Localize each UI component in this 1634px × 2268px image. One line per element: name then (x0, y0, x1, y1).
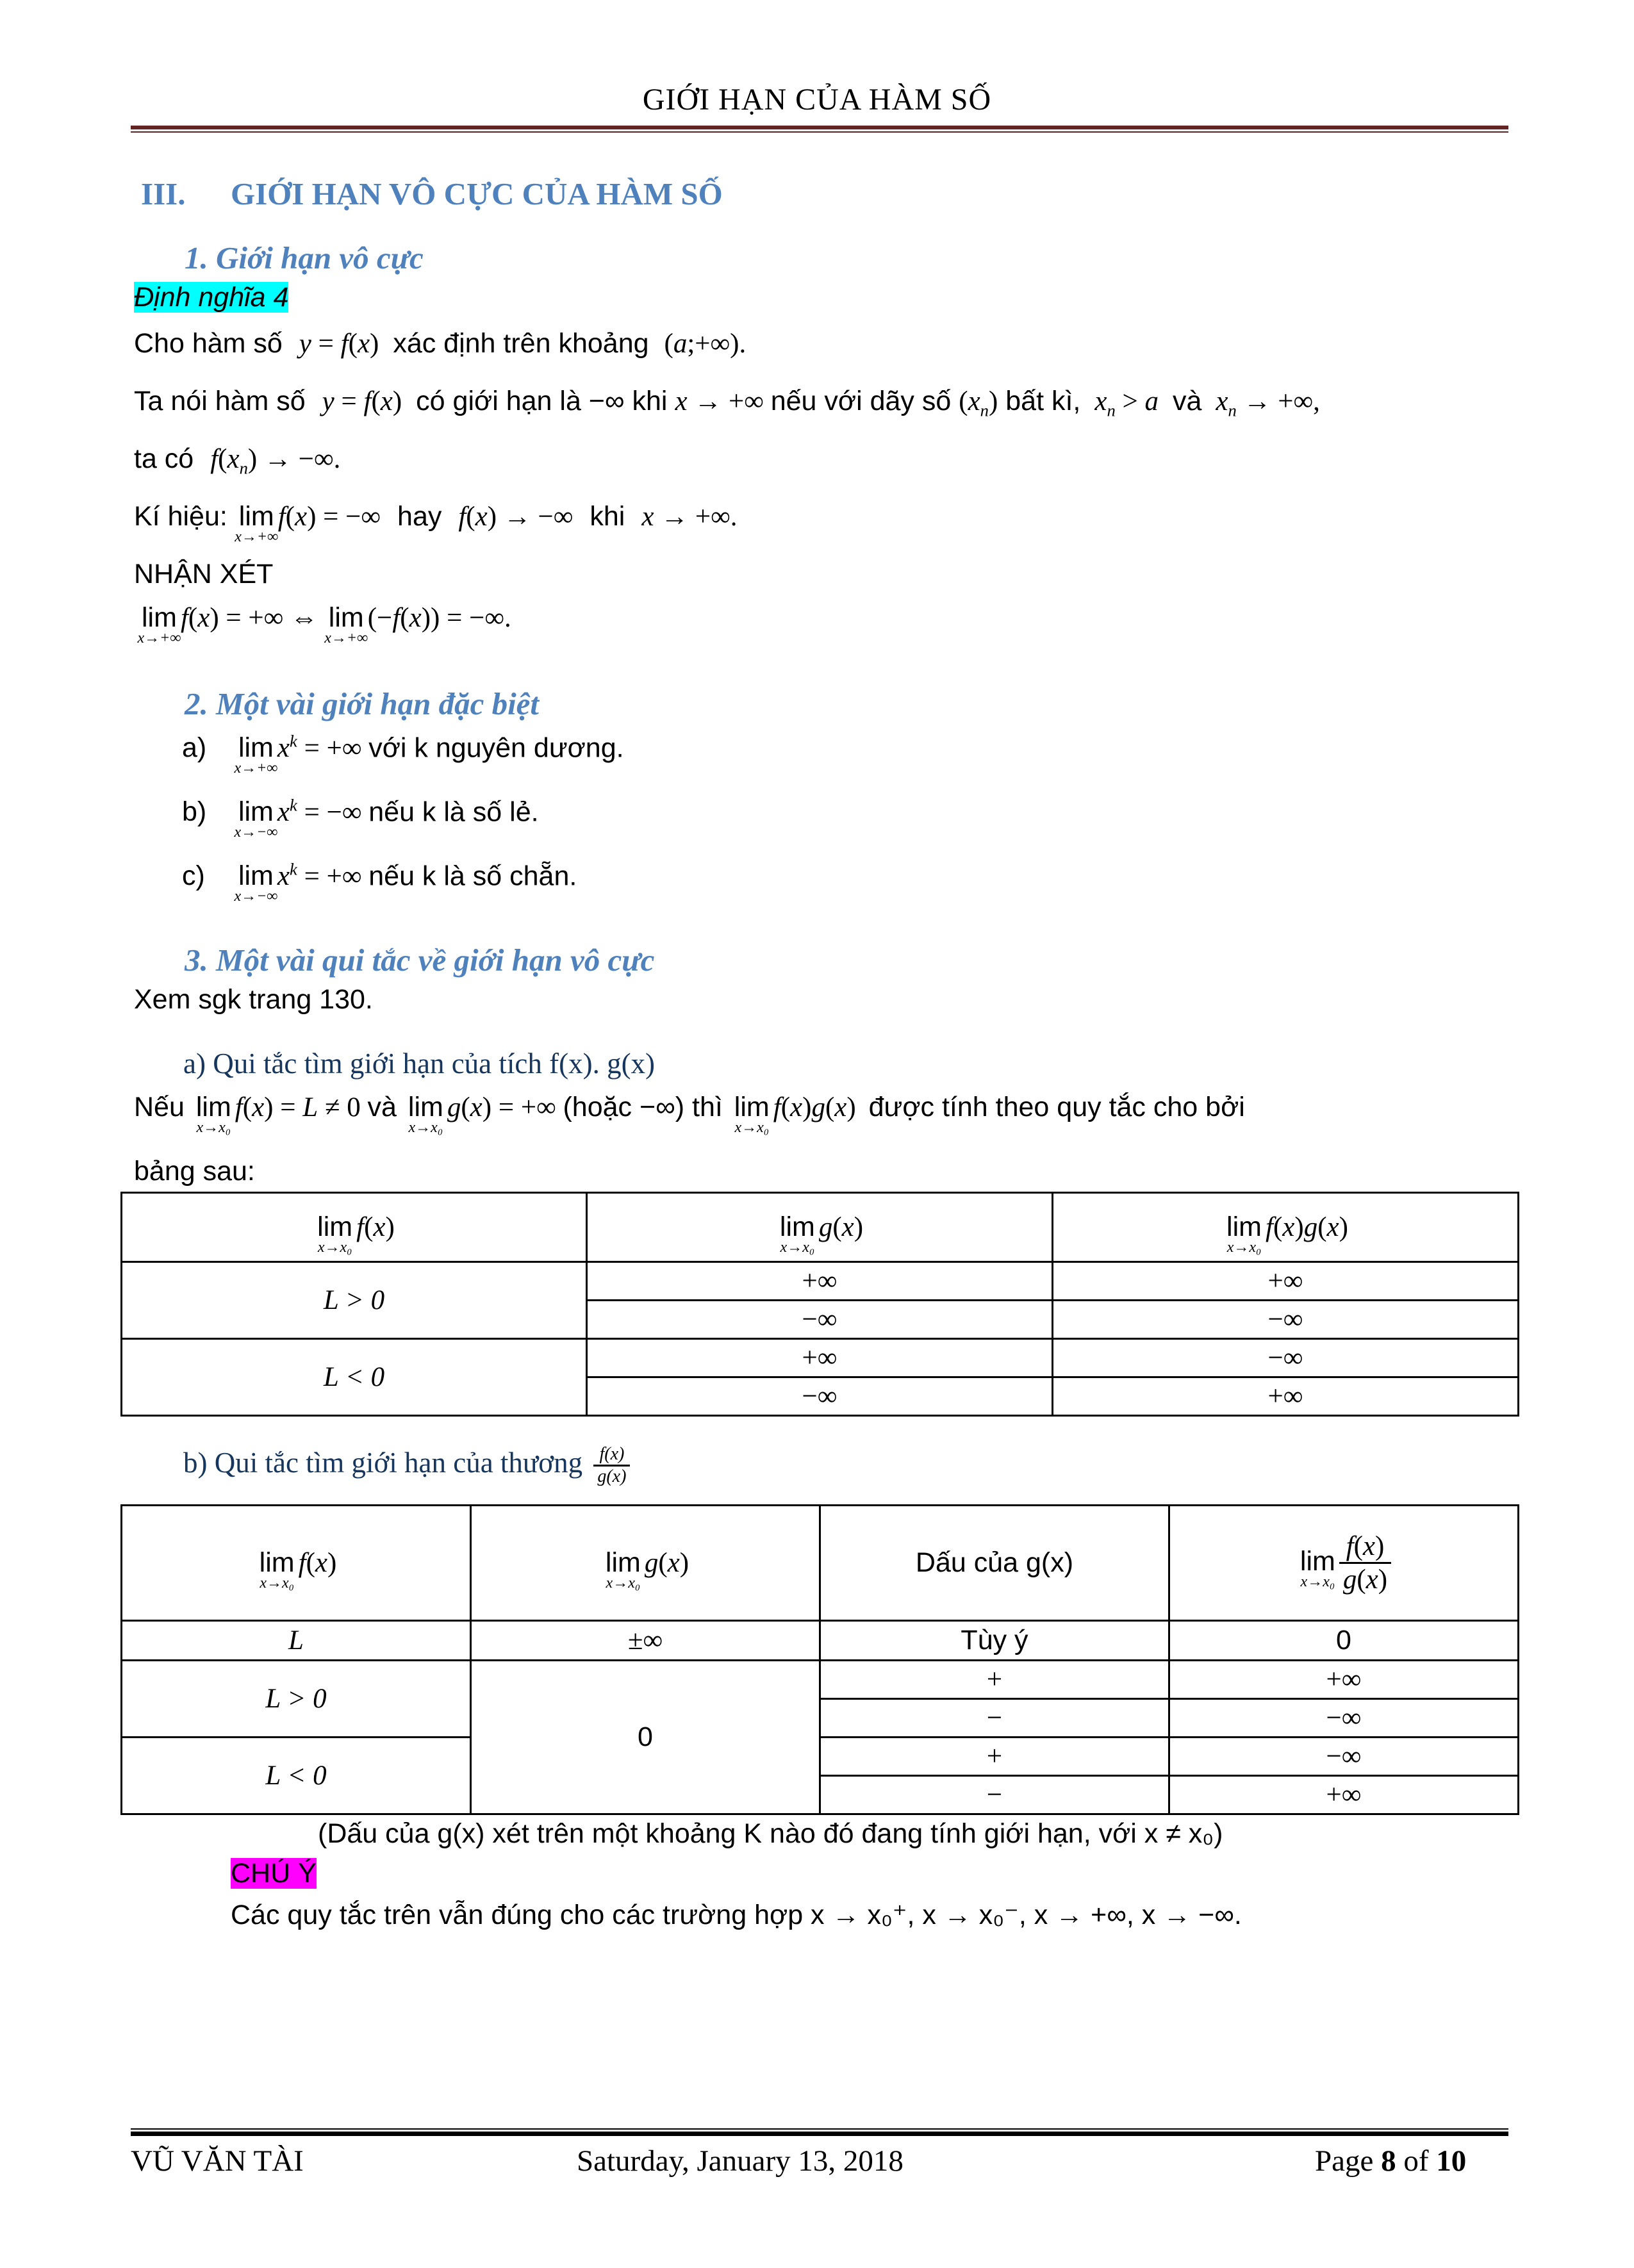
quotient-rule-table (120, 1504, 1519, 1815)
subsection-1-title: 1. Giới hạn vô cực (185, 240, 424, 275)
rule-a-statement: Nếu lim x→x₀ f(x) = L ≠ 0 và lim x→x₀ g(x) = +∞ (hoặc −∞) thì lim x→x₀ f(x)g(x) được tính theo quy tắc cho bởi (134, 1092, 1245, 1136)
subsection-2-title: 2. Một vài giới hạn đặc biệt (185, 686, 540, 721)
header-sign-g: Dấu của g(x) (820, 1506, 1169, 1621)
footer-rule-thin (131, 2128, 1508, 2130)
list-item: b) lim x→−∞ $x^k$ = −∞ nếu k là số lẻ. (182, 796, 539, 841)
cell-g: −∞ (587, 1301, 1053, 1339)
header-lim-g: lim x→x₀ g(x) (471, 1506, 820, 1621)
table-row (122, 1621, 1519, 1661)
cell-L: L > 0 (122, 1661, 471, 1738)
rule-a-title: a) Qui tắc tìm giới hạn của tích f(x). g(x) (183, 1048, 656, 1080)
def-line-3: ta có $f(x_n)$ → −∞. (134, 443, 341, 478)
cell-L: L < 0 (122, 1339, 587, 1416)
cell-result: −∞ (1169, 1699, 1519, 1738)
cell-g: +∞ (587, 1339, 1053, 1377)
table-header-row (122, 1193, 1519, 1262)
rule-b-title: b) Qui tắc tìm giới hạn của thương $\frac{f(x)}{g(x)}$ (183, 1444, 630, 1487)
table-row (122, 1339, 1519, 1377)
cell-L: L < 0 (122, 1738, 471, 1814)
cell-result: −∞ (1053, 1339, 1519, 1377)
cell-sign: + (820, 1661, 1169, 1699)
cell-result: +∞ (1053, 1377, 1519, 1416)
cell-result: 0 (1169, 1621, 1519, 1661)
cell-sign: − (820, 1699, 1169, 1738)
footer-rule (131, 2132, 1508, 2136)
list-item: c) lim x→−∞ $x^k$ = +∞ nếu k là số chẵn. (182, 860, 577, 905)
cell-L: L > 0 (122, 1262, 587, 1339)
definition-label: Định nghĩa 4 (134, 282, 289, 313)
cell-g: +∞ (587, 1262, 1053, 1301)
product-rule-table (120, 1192, 1519, 1417)
table-header-row (122, 1506, 1519, 1621)
note-label: CHÚ Ý (231, 1858, 317, 1889)
cell-result: −∞ (1053, 1301, 1519, 1339)
section-number: III. (141, 176, 186, 211)
header-lim-f: lim x→x₀ f(x) (122, 1506, 471, 1621)
header-lim-fg: lim x→x₀ f(x)g(x) (1053, 1193, 1519, 1262)
cell-result: +∞ (1053, 1262, 1519, 1301)
header-lim-g: lim x→x₀ g(x) (587, 1193, 1053, 1262)
remark-label: NHẬN XÉT (134, 559, 274, 589)
header-title: GIỚI HẠN CỦA HÀM SỐ (642, 83, 992, 117)
subsection-3-title: 3. Một vài qui tắc về giới hạn vô cực (185, 942, 655, 978)
header-lim-quotient: lim x→x₀ $\frac{f(x)}{g(x)}$ (1169, 1506, 1519, 1621)
def-symbol-line: Kí hiệu: lim x→+∞ f(x) = −∞ hay f(x) → −∞ khi x → +∞. (134, 501, 738, 545)
cell-result: −∞ (1169, 1738, 1519, 1776)
cell-L: L (122, 1621, 471, 1661)
cell-g: −∞ (587, 1377, 1053, 1416)
cell-g-zero: 0 (471, 1661, 820, 1814)
table2-note: (Dấu của g(x) xét trên một khoảng K nào đó đang tính giới hạn, với x ≠ x₀) (318, 1818, 1223, 1849)
cell-result: +∞ (1169, 1661, 1519, 1699)
list-item: a) lim x→+∞ $x^k$ = +∞ với k nguyên dương. (182, 732, 624, 777)
cell-sign: Tùy ý (820, 1621, 1169, 1661)
header-lim-f: lim x→x₀ f(x) (122, 1193, 587, 1262)
cell-sign: − (820, 1776, 1169, 1814)
note-text: Các quy tắc trên vẫn đúng cho các trường hợp x → x₀⁺, x → x₀⁻, x → +∞, x → −∞. (231, 1900, 1242, 1930)
footer-date: Saturday, January 13, 2018 (577, 2144, 904, 2178)
def-line-1: Cho hàm số y = f(x) xác định trên khoảng (a;+∞). (134, 328, 747, 359)
table-row (122, 1661, 1519, 1699)
header-rule-thin (131, 131, 1508, 133)
cell-g: ±∞ (471, 1621, 820, 1661)
table-row (122, 1262, 1519, 1301)
header-rule (131, 126, 1508, 129)
cell-result: +∞ (1169, 1776, 1519, 1814)
table-row (122, 1738, 1519, 1776)
remark-formula: lim x→+∞ f(x) = +∞ ⇔ lim x→+∞ (−f(x)) = −∞. (137, 602, 511, 646)
textbook-reference: Xem sgk trang 130. (134, 984, 373, 1015)
rule-a-statement-cont: bảng sau: (134, 1156, 255, 1187)
cell-sign: + (820, 1738, 1169, 1776)
footer-author: VŨ VĂN TÀI (131, 2144, 304, 2178)
footer-page: Page 8 of 10 (1315, 2144, 1467, 2178)
def-line-2: Ta nói hàm số y = f(x) có giới hạn là −∞ khi x → +∞ nếu với dãy số $(x_n)$ bất kì, $x_n > a$ và $x_n$ → +∞, (134, 386, 1320, 420)
section-title: GIỚI HẠN VÔ CỰC CỦA HÀM SỐ (231, 176, 723, 211)
